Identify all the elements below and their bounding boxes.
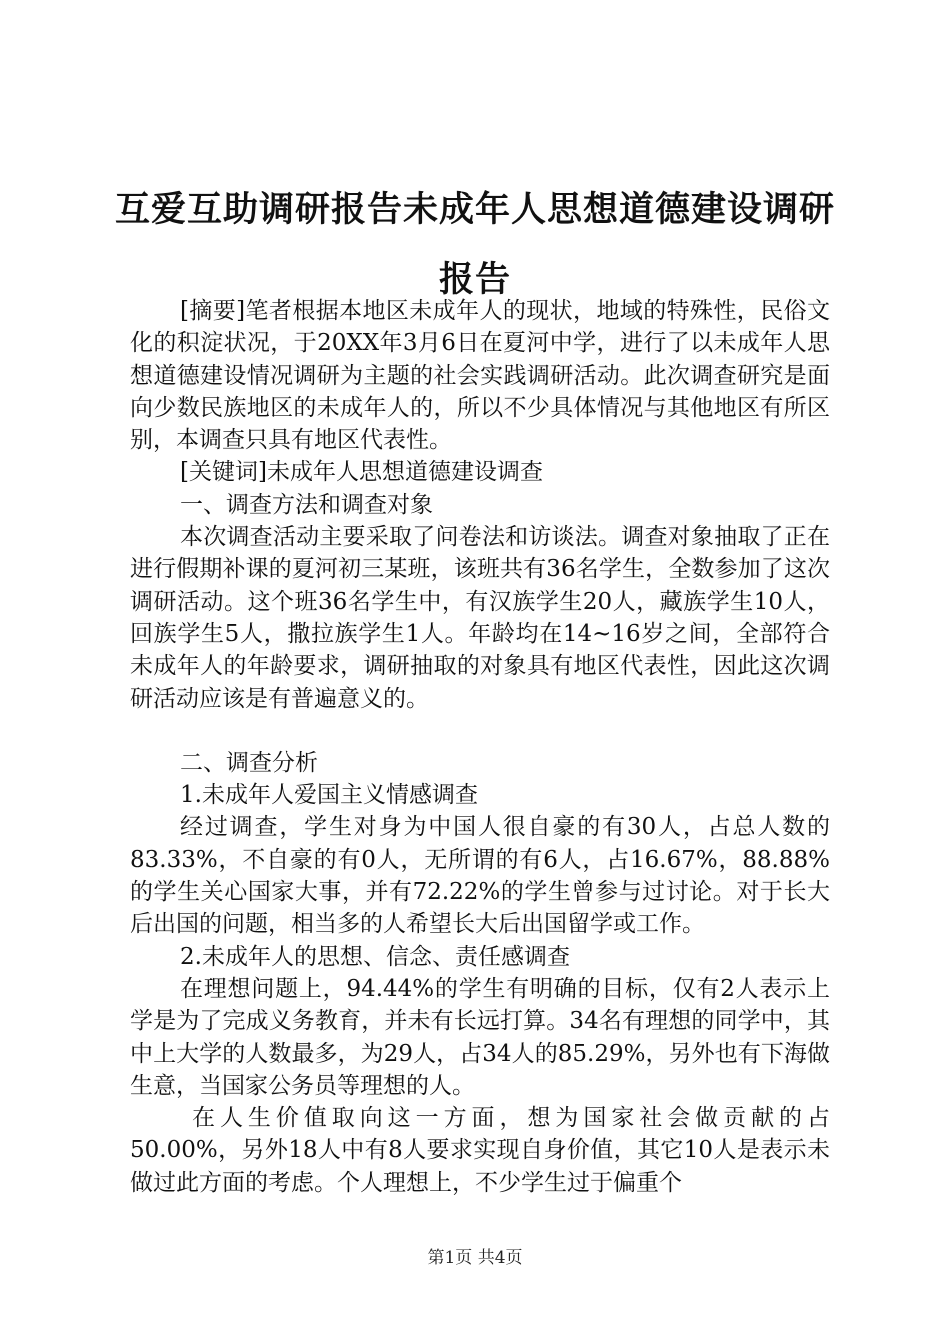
body-paragraph: 本次调查活动主要采取了问卷法和访谈法。调查对象抽取了正在进行假期补课的夏河初三某班，该班共有36名学生，全数参加了这次调研活动。这个班36名学生中，有汉族学生20人，藏族学生10人，回族学生5人，撒拉族学生1人。年龄均在14~16岁之间，全部符合未成年人的年龄要求，调研抽取的对象具有地区代表性，因此这次调研活动应该是有普遍意义的。 xyxy=(130,524,830,712)
document-title: 互爱互助调研报告未成年人思想道德建设调研报告 xyxy=(114,190,835,300)
body-paragraph: 经过调查，学生对身为中国人很自豪的有30人，占总人数的83.33%，不自豪的有0人，无所谓的有6人，占16.67%，88.88%的学生关心国家大事，并有72.22%的学生曾参与过讨论。对于长大后出国的问题，相当多的人希望长大后出国留学或工作。 xyxy=(130,814,830,938)
body-paragraph: 在理想问题上，94.44%的学生有明确的目标，仅有2人表示上学是为了完成义务教育，并未有长远打算。34名有理想的同学中，其中上大学的人数最多，为29人，占34人的85.29%，另外也有下海做生意，当国家公务员等理想的人。 xyxy=(130,975,830,1099)
subsection-heading-1: 1.未成年人爱国主义情感调查 xyxy=(180,782,478,809)
section-heading-1: 一、调查方法和调查对象 xyxy=(180,491,433,518)
section-heading-2: 二、调查分析 xyxy=(180,749,318,776)
blank-line xyxy=(130,715,830,747)
page-footer: 第1页 共4页 xyxy=(427,1248,523,1268)
document-body xyxy=(130,295,830,1199)
subsection-heading-2: 2.未成年人的思想、信念、责任感调查 xyxy=(180,943,570,970)
body-paragraph: 在人生价值取向这一方面，想为国家社会做贡献的占50.00%，另外18人中有8人要求实现自身价值，其它10人是表示未做过此方面的考虑。个人理想上，不少学生过于偏重个 xyxy=(130,1105,830,1196)
abstract-paragraph: [摘要]笔者根据本地区未成年人的现状，地域的特殊性，民俗文化的积淀状况，于20XX年3月6日在夏河中学，进行了以未成年人思想道德建设情况调研为主题的社会实践调研活动。此次调查研究是面向少数民族地区的未成年人的，所以不少具体情况与其他地区有所区别，本调查只具有地区代表性。 xyxy=(130,298,830,454)
keywords-paragraph: [关键词]未成年人思想道德建设调查 xyxy=(180,459,543,486)
